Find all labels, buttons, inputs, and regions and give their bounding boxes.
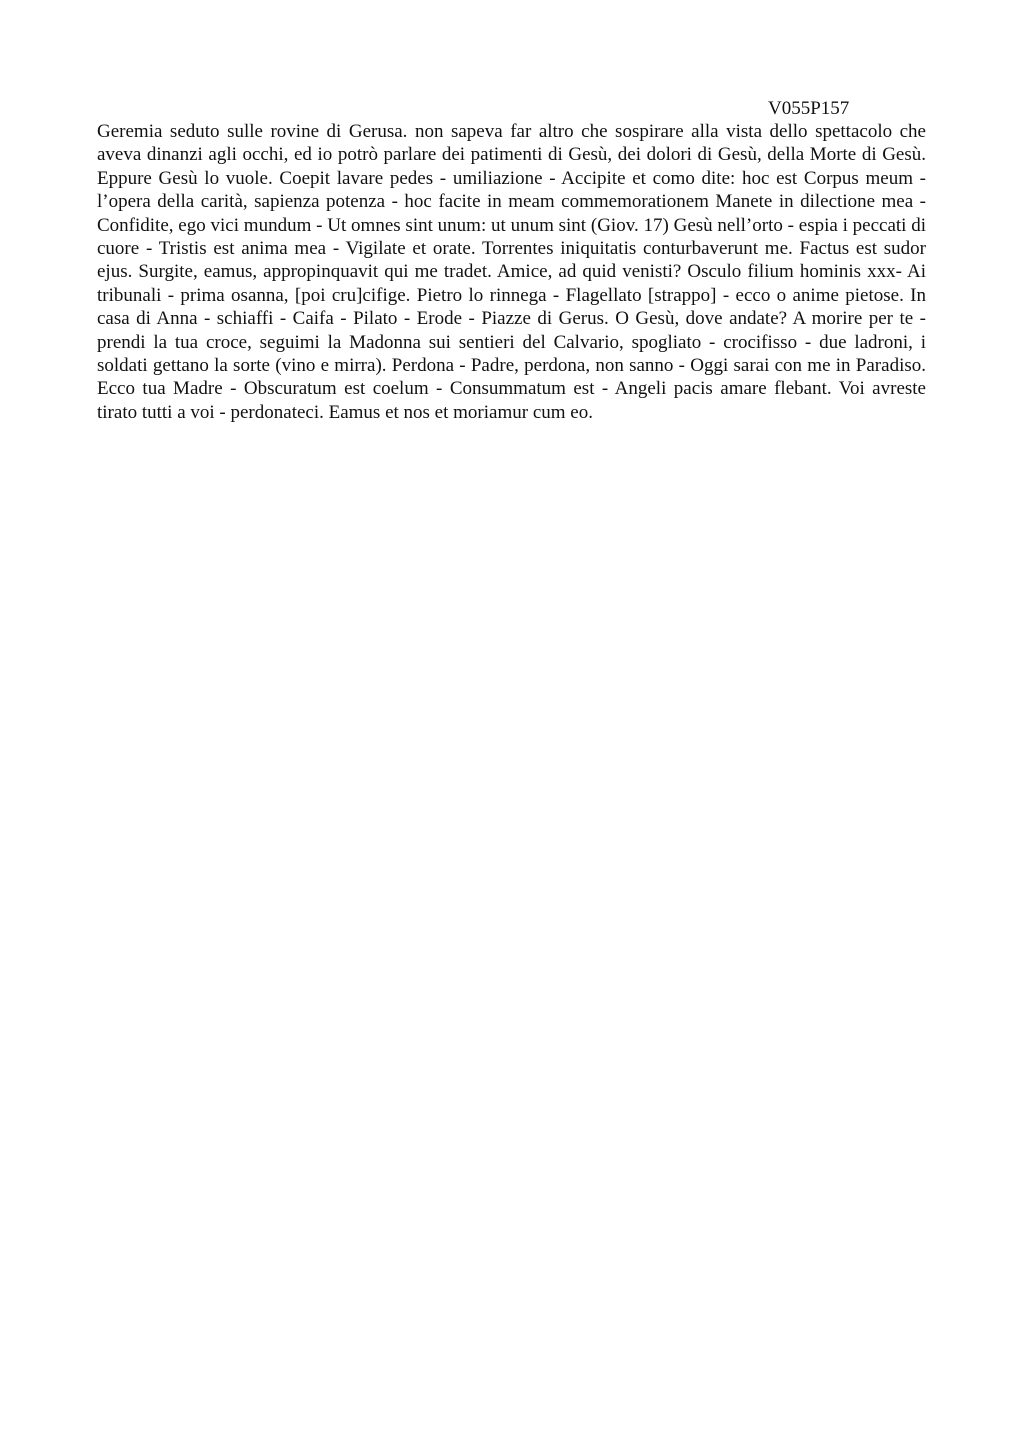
body-paragraph: Geremia seduto sulle rovine di Gerusa. non sapeva far altro che sospirare alla vista dello spettacolo che aveva dinanzi agli occhi, ed io potrò parlare dei patimenti di Gesù, dei dolori di Gesù, della Morte di Gesù. Eppure Gesù lo vuole. Coepit lavare pedes - umiliazione - Accipite et como dite: hoc est Corpus meum - l’opera della carità, sapienza potenza - hoc facite in meam commemorationem Manete in dilectione mea - Confidite, ego vici mundum - Ut omnes sint unum: ut unum sint (Giov. 17) Gesù nell’orto - espia i peccati di cuore - Tristis est anima mea - Vigilate et orate. Torrentes iniquitatis conturbaverunt me. Factus est sudor ejus. Surgite, eamus, appropinquavit qui me tradet. Amice, ad quid venisti? Osculo filium hominis xxx- Ai tribunali - prima osanna, [poi cru]cifige. Pietro lo rinnega - Flagellato [strappo] - ecco o anime pietose. In casa di Anna - schiaffi - Caifa - Pilato - Erode - Piazze di Gerus. O Gesù, dove andate? A morire per te - prendi la tua croce, seguimi la Madonna sui sentieri del Calvario, spogliato - crocifisso - due ladroni, i soldati gettano la sorte (vino e mirra). Perdona - Padre, perdona, non sanno - Oggi sarai con me in Paradiso. Ecco tua Madre - Obscuratum est coelum - Consummatum est - Angeli pacis amare flebant. Voi avreste tirato tutti a voi - perdonateci. Eamus et nos et moriamur cum eo. [97, 121, 926, 423]
page-reference: V055P157 [768, 98, 850, 119]
